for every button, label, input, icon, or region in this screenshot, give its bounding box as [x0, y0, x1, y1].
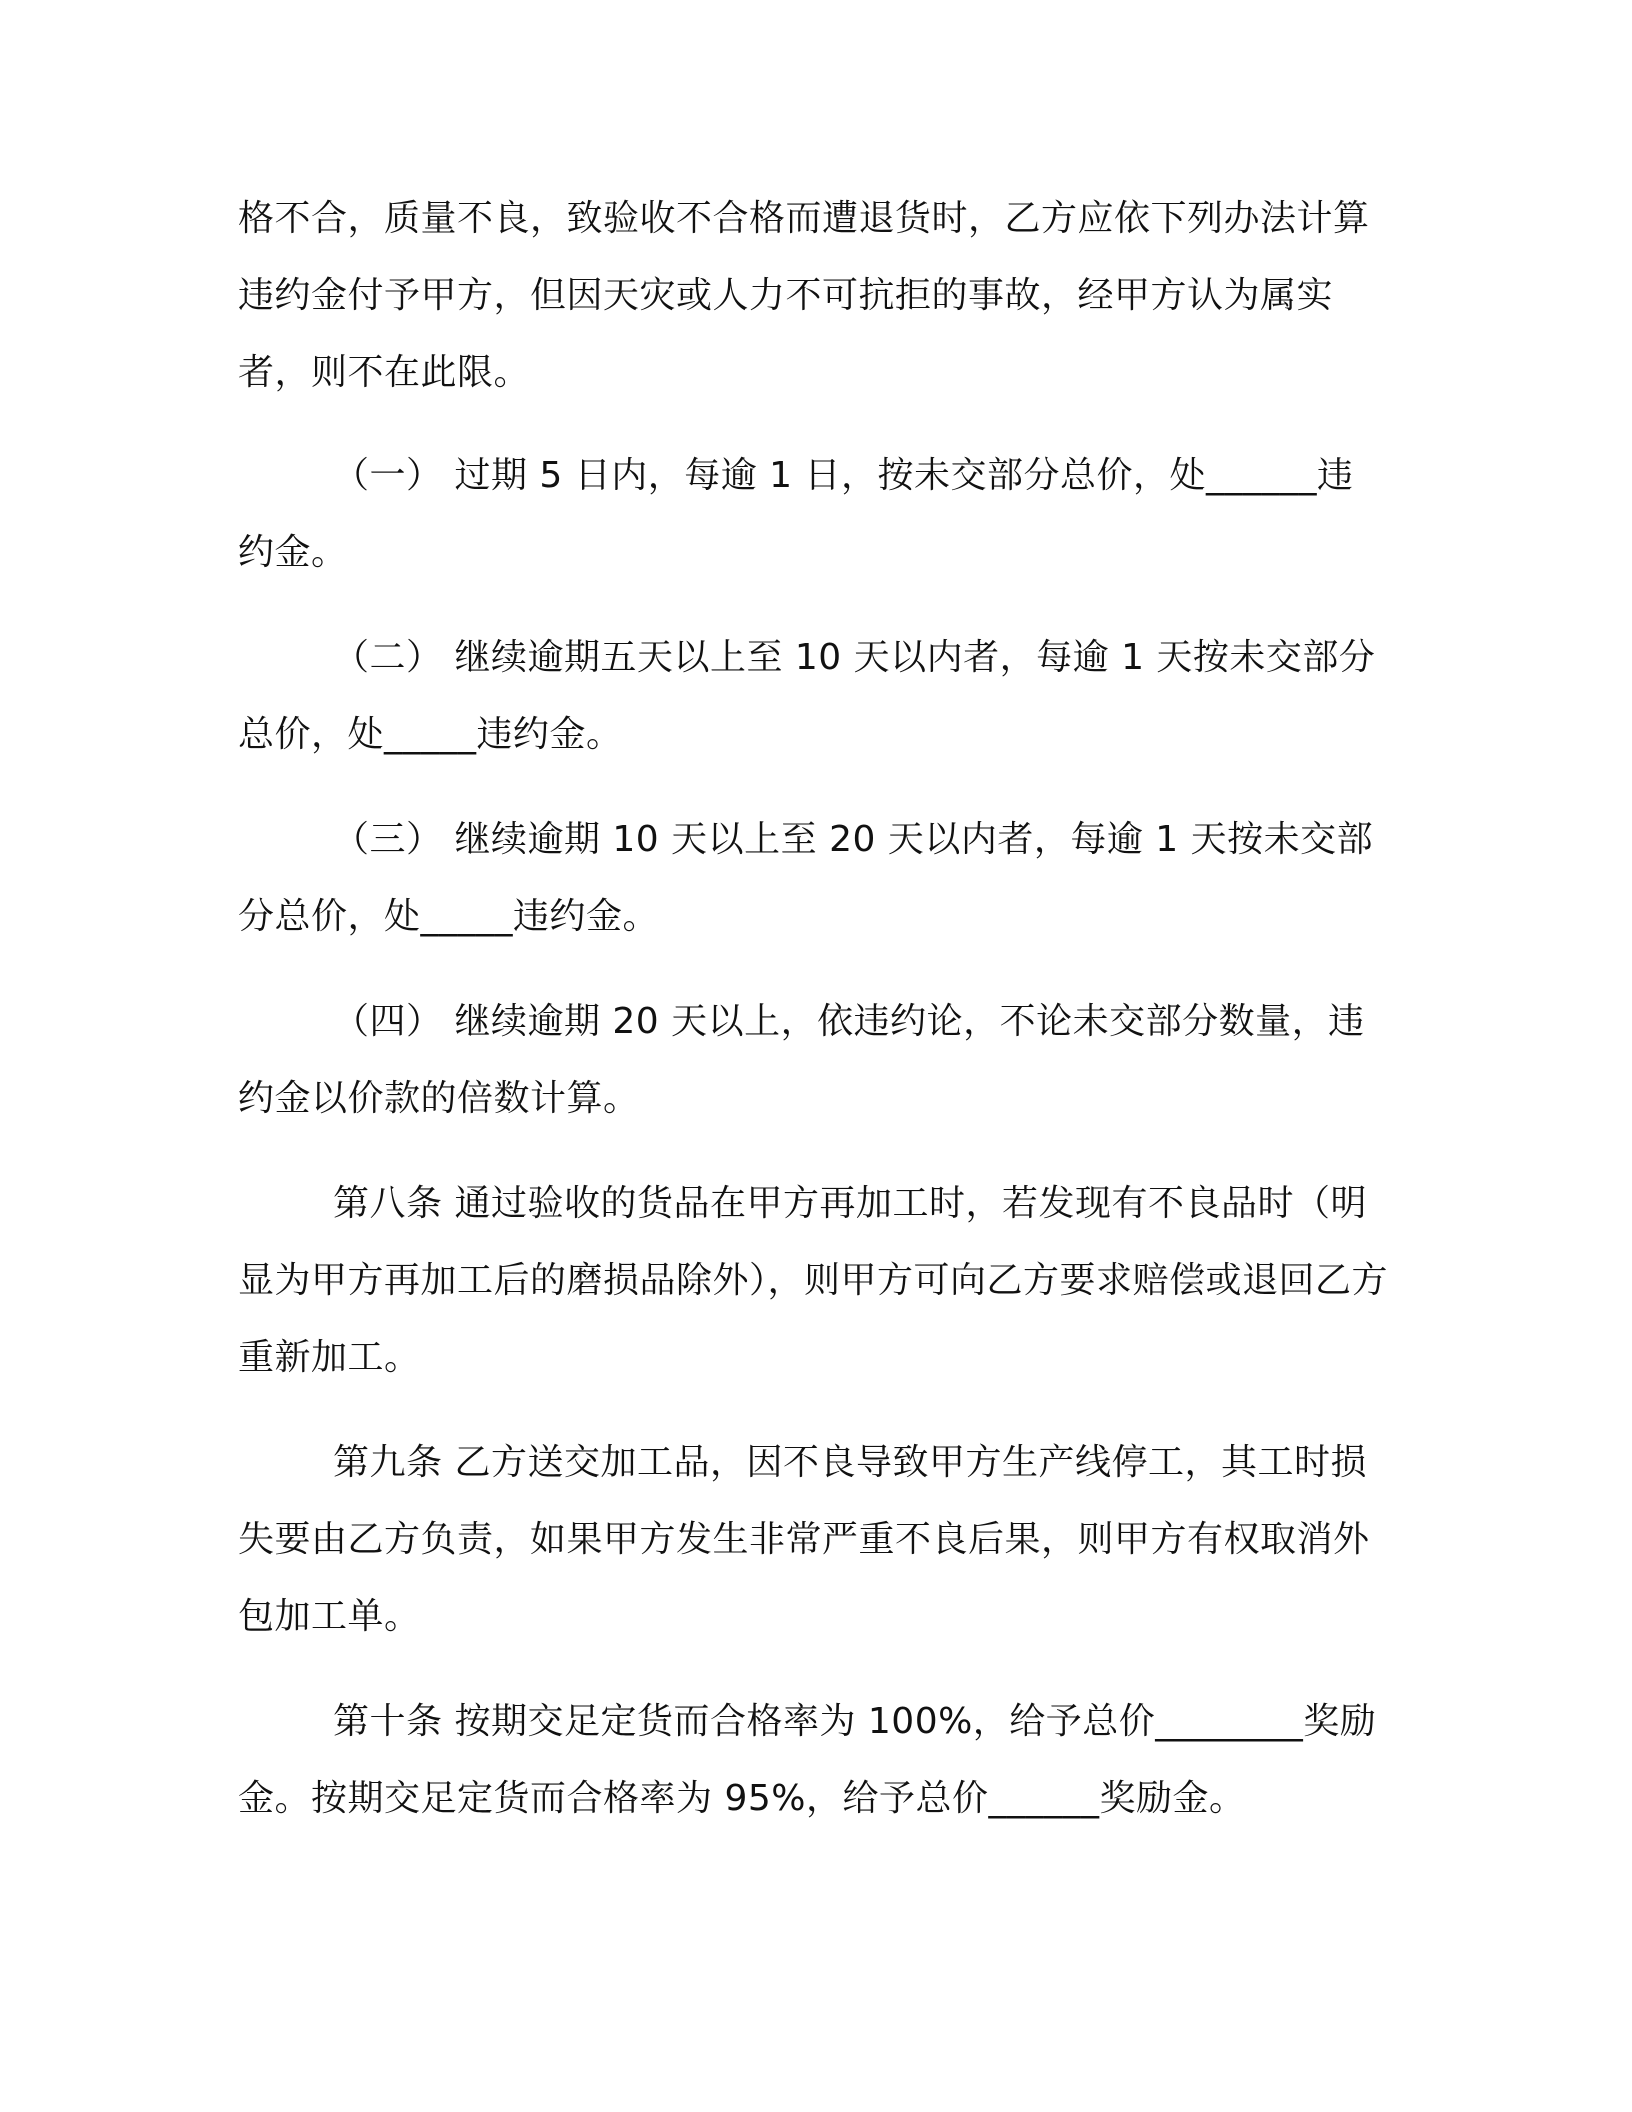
- penalty-item-4: （四） 继续逾期 20 天以上，依违约论，不论未交部分数量，违约金以价款的倍数计算。: [238, 1001, 1365, 1119]
- article-8: 第八条 通过验收的货品在甲方再加工时，若发现有不良品时（明显为甲方再加工后的磨损品除外），则甲方可向乙方要求赔偿或退回乙方重新加工。: [238, 1183, 1389, 1378]
- article-9: 第九条 乙方送交加工品，因不良导致甲方生产线停工，其工时损失要由乙方负责，如果甲方发生非常严重不良后果，则甲方有权取消外包加工单。: [238, 1442, 1370, 1637]
- paragraph-continuation: 格不合，质量不良，致验收不合格而遭退货时，乙方应依下列办法计算违约金付予甲方，但因天灾或人力不可抗拒的事故，经甲方认为属实者，则不在此限。: [238, 198, 1370, 393]
- penalty-item-1: （一） 过期 5 日内，每逾 1 日，按未交部分总价，处______违约金。: [238, 455, 1354, 573]
- penalty-item-2: （二） 继续逾期五天以上至 10 天以内者，每逾 1 天按未交部分总价，处_____违约金。: [238, 637, 1376, 755]
- article-10: 第十条 按期交足定货而合格率为 100%，给予总价________奖励金。按期交足定货而合格率为 95%，给予总价______奖励金。: [238, 1701, 1377, 1819]
- penalty-item-3: （三） 继续逾期 10 天以上至 20 天以内者，每逾 1 天按未交部分总价，处_____违约金。: [238, 819, 1374, 937]
